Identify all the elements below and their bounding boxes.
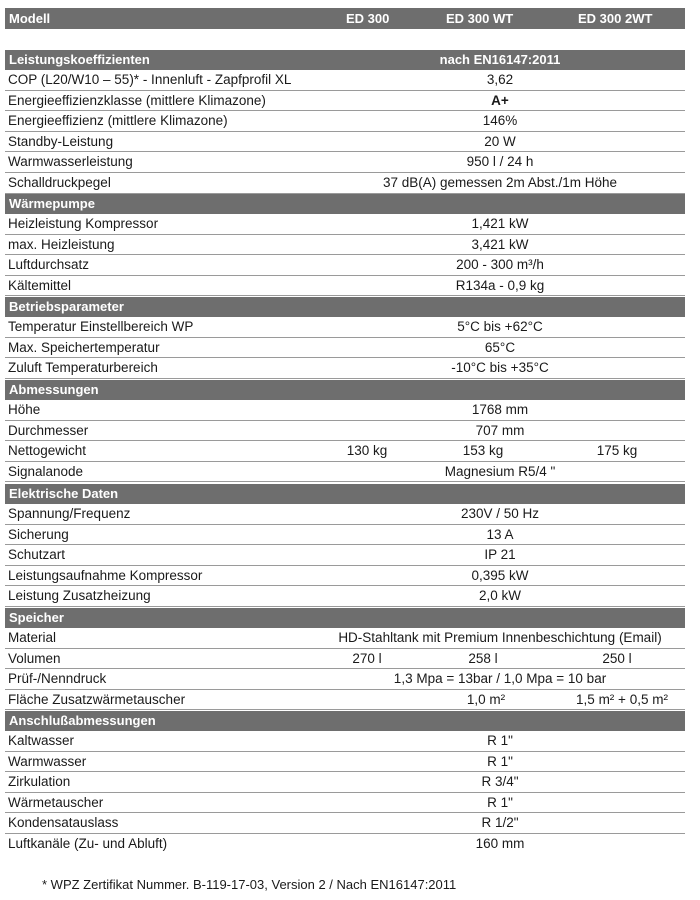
row-label: Sicherung — [8, 526, 69, 542]
row-value-ed3002wt: 250 l — [602, 650, 632, 666]
row-label: Wärmetauscher — [8, 794, 104, 810]
row-label: Kaltwasser — [8, 733, 75, 748]
row-value-ed3002wt: 1,5 m² + 0,5 m² — [576, 691, 668, 707]
header-model-2: ED 300 WT — [446, 11, 514, 26]
row-label: Prüf-/Nenndruck — [8, 671, 107, 687]
table-row — [5, 731, 685, 752]
table-row — [5, 276, 685, 297]
table-row — [5, 358, 685, 379]
row-label: Volumen — [8, 650, 61, 666]
row-value: 1,3 Mpa = 13bar / 1,0 Mpa = 10 bar — [393, 671, 607, 687]
table-row — [5, 834, 685, 855]
row-label: Schalldruckpegel — [8, 175, 111, 190]
row-label: Warmwasserleistung — [8, 154, 133, 170]
row-label: Standby-Leistung — [8, 133, 114, 149]
row-value: 2,0 kW — [478, 588, 522, 604]
table-row — [5, 173, 685, 194]
section-title: Wärmepumpe — [9, 196, 95, 211]
row-value: 3,62 — [486, 72, 514, 87]
row-label: Signalanode — [8, 463, 84, 479]
row-label: Leistung Zusatzheizung — [8, 588, 151, 604]
row-label: Nettogewicht — [8, 443, 87, 459]
row-value: 3,421 kW — [471, 236, 529, 252]
row-label: Luftkanäle (Zu- und Abluft) — [8, 836, 168, 851]
row-label: Schutzart — [8, 547, 66, 563]
row-value: 13 A — [486, 526, 514, 542]
row-label: Zuluft Temperaturbereich — [8, 360, 158, 376]
table-row — [5, 649, 685, 670]
row-label: Fläche Zusatzwärmetauscher — [8, 691, 186, 707]
table-row — [5, 400, 685, 421]
row-value-ed300: 130 kg — [346, 443, 388, 459]
section-title: Speicher — [9, 610, 64, 625]
row-label: Material — [8, 630, 57, 645]
table-row — [5, 421, 685, 442]
section-header — [5, 711, 685, 731]
row-value: 37 dB(A) gemessen 2m Abst./1m Höhe — [382, 175, 618, 190]
table-row — [5, 338, 685, 359]
section-title: Leistungskoeffizienten — [9, 52, 150, 67]
row-value-ed300wt: 153 kg — [462, 443, 504, 459]
row-label: Energieeffizienzklasse (mittlere Klimazone) — [8, 92, 266, 108]
table-row — [5, 690, 685, 711]
row-value-ed300: 270 l — [352, 650, 382, 666]
row-label: Energieeffizienz (mittlere Klimazone) — [8, 113, 228, 129]
header-model-3: ED 300 2WT — [578, 11, 653, 26]
table-row — [5, 214, 685, 235]
section-header — [5, 297, 685, 317]
row-label: Durchmesser — [8, 422, 89, 438]
row-value: 707 mm — [475, 422, 525, 438]
table-row — [5, 752, 685, 773]
section-header — [5, 484, 685, 504]
section-header — [5, 50, 685, 70]
row-value: 160 mm — [475, 836, 525, 851]
row-label: Max. Speichertemperatur — [8, 339, 160, 355]
row-label: Kondensatauslass — [8, 815, 119, 831]
row-label: Zirkulation — [8, 774, 71, 790]
table-row — [5, 772, 685, 793]
row-value: R 1" — [487, 753, 513, 769]
row-value: R 1" — [487, 733, 513, 748]
row-label: Spannung/Frequenz — [8, 506, 131, 521]
table-row — [5, 504, 685, 525]
row-value: 0,395 kW — [471, 567, 529, 583]
row-value: IP 21 — [484, 547, 516, 563]
row-value: R 3/4" — [481, 774, 519, 790]
row-label: Temperatur Einstellbereich WP — [8, 319, 194, 334]
header-label: Modell — [9, 11, 51, 26]
table-row — [5, 70, 685, 91]
row-label: max. Heizleistung — [8, 236, 115, 252]
header-model-1: ED 300 — [346, 11, 390, 26]
table-row — [5, 813, 685, 834]
table-row — [5, 255, 685, 276]
row-value: 1,421 kW — [471, 216, 529, 231]
row-label: Höhe — [8, 402, 41, 417]
row-label: Kältemittel — [8, 277, 72, 293]
section-header — [5, 194, 685, 214]
row-label: Leistungsaufnahme Kompressor — [8, 567, 203, 583]
section-title: Anschlußabmessungen — [9, 713, 156, 728]
row-label: COP (L20/W10 – 55)* - Innenluft - Zapfprofil XL — [8, 72, 292, 87]
table-row — [5, 317, 685, 338]
row-value: 230V / 50 Hz — [460, 506, 540, 521]
table-row — [5, 545, 685, 566]
table-header — [5, 8, 685, 29]
row-value: A+ — [491, 92, 509, 108]
table-row — [5, 132, 685, 153]
row-value: 146% — [482, 113, 518, 129]
table-row — [5, 91, 685, 112]
table-row — [5, 628, 685, 649]
table-row — [5, 669, 685, 690]
row-value: 20 W — [484, 133, 516, 149]
row-label: Heizleistung Kompressor — [8, 216, 159, 231]
section-header — [5, 608, 685, 628]
row-value: 65°C — [484, 339, 516, 355]
table-row — [5, 793, 685, 814]
row-value: 5°C bis +62°C — [457, 319, 543, 334]
row-value: R134a - 0,9 kg — [455, 277, 545, 293]
row-value: R 1" — [487, 794, 513, 810]
table-row — [5, 462, 685, 483]
table-row — [5, 586, 685, 607]
row-value: R 1/2" — [481, 815, 519, 831]
row-value-ed300wt: 1,0 m² — [466, 691, 506, 707]
section-title: Betriebsparameter — [9, 299, 124, 314]
table-row — [5, 525, 685, 546]
row-value: Magnesium R5/4 " — [444, 463, 556, 479]
table-row — [5, 235, 685, 256]
row-value: 1768 mm — [471, 402, 529, 417]
table-row — [5, 441, 685, 462]
table-row — [5, 566, 685, 587]
section-standard: nach EN16147:2011 — [439, 52, 561, 67]
row-value: -10°C bis +35°C — [451, 360, 549, 376]
table-row — [5, 152, 685, 173]
section-header — [5, 380, 685, 400]
footnote: * WPZ Zertifikat Nummer. B-119-17-03, Version 2 / Nach EN16147:2011 — [42, 877, 457, 892]
section-title: Abmessungen — [9, 382, 99, 397]
row-value: 200 - 300 m³/h — [456, 257, 544, 273]
row-value: HD-Stahltank mit Premium Innenbeschichtung (Email) — [338, 630, 662, 645]
section-title: Elektrische Daten — [9, 486, 119, 501]
row-label: Warmwasser — [8, 753, 87, 769]
row-label: Luftdurchsatz — [8, 257, 90, 273]
row-value: 950 l / 24 h — [466, 154, 534, 170]
row-value-ed3002wt: 175 kg — [596, 443, 638, 459]
row-value-ed300wt: 258 l — [468, 650, 498, 666]
table-row — [5, 111, 685, 132]
